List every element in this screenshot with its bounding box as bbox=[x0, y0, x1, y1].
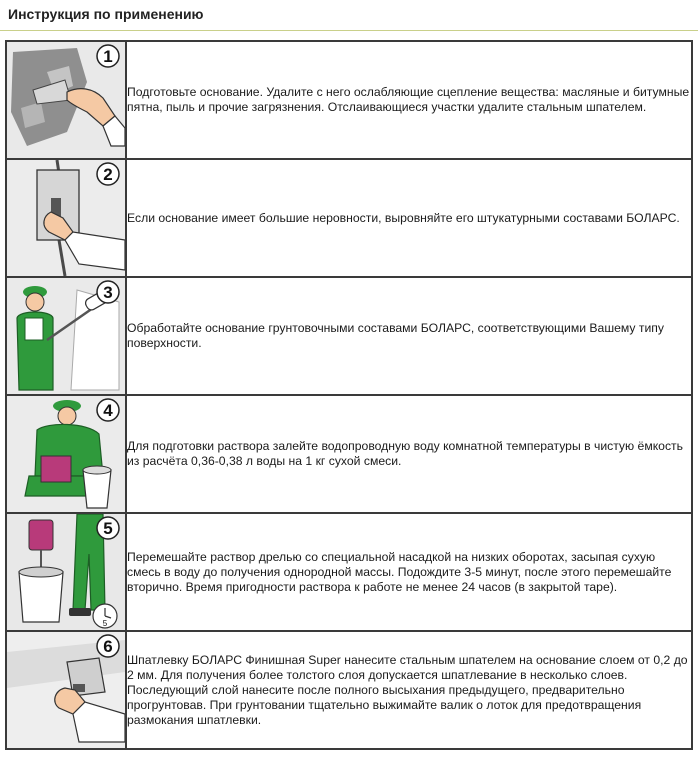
instruction-steps-table bbox=[5, 40, 693, 750]
step-illustration-6 bbox=[6, 631, 126, 749]
step-text: Шпатлевку БОЛАРС Финишная Super нанесите стальным шпателем на основание слоем от 0,2 до 2 мм. Для получения более толстого слоя допускается шпатлевание в несколько слоев. Последующий слой нанесите после полного высыхания предыдущего, предварительно прогрунтовав. При грунтовании тщательно выжимайте валик о лоток для предотвращения размокания шпатлевки. bbox=[126, 631, 692, 749]
step-number: 4 bbox=[103, 401, 113, 420]
step-row-6 bbox=[6, 631, 692, 749]
step-illustration-5 bbox=[6, 513, 126, 631]
drill-mixing-illustration bbox=[7, 514, 125, 630]
scraper-removing-flakes-illustration bbox=[7, 42, 125, 158]
applying-putty-illustration bbox=[7, 632, 125, 748]
step-text: Если основание имеет большие неровности, выровняйте его штукатурными составами БОЛАРС. bbox=[126, 159, 692, 277]
step-text: Подготовьте основание. Удалите с него ослабляющие сцепление вещества: масляные и битумные пятна, пыль и прочие загрязнения. Отслаивающиеся участки удалите стальным шпателем. bbox=[126, 41, 692, 159]
step-row-1 bbox=[6, 41, 692, 159]
step-illustration-3 bbox=[6, 277, 126, 395]
step-number: 6 bbox=[103, 637, 113, 656]
step-number: 2 bbox=[103, 165, 113, 184]
step-row-4 bbox=[6, 395, 692, 513]
plastering-trowel-illustration bbox=[7, 160, 125, 276]
step-number: 3 bbox=[103, 283, 113, 302]
step-illustration-2 bbox=[6, 159, 126, 277]
page-header bbox=[0, 0, 698, 31]
step-text: Обработайте основание грунтовочными составами БОЛАРС, соответствующими Вашему типу поверхности. bbox=[126, 277, 692, 395]
step-row-5 bbox=[6, 513, 692, 631]
page-title: Инструкция по применению bbox=[8, 6, 204, 22]
step-number: 5 bbox=[103, 519, 113, 538]
step-number: 1 bbox=[103, 47, 113, 66]
step-row-3 bbox=[6, 277, 692, 395]
timer-label: 5 bbox=[102, 619, 108, 628]
step-text: Перемешайте раствор дрелью со специальной насадкой на низких оборотах, засыпая сухую смесь в воду до получения однородной массы. Подождите 3-5 минут, после этого перемешайте вторично. Время пригодности раствора к работе не менее 24 часов (в закрытой таре). bbox=[126, 513, 692, 631]
mixing-water-illustration bbox=[7, 396, 125, 512]
step-illustration-1 bbox=[6, 41, 126, 159]
primer-roller-illustration bbox=[7, 278, 125, 394]
step-illustration-4 bbox=[6, 395, 126, 513]
step-text: Для подготовки раствора залейте водопроводную воду комнатной температуры в чистую ёмкость из расчёта 0,36-0,38 л воды на 1 кг сухой смеси. bbox=[126, 395, 692, 513]
step-row-2 bbox=[6, 159, 692, 277]
